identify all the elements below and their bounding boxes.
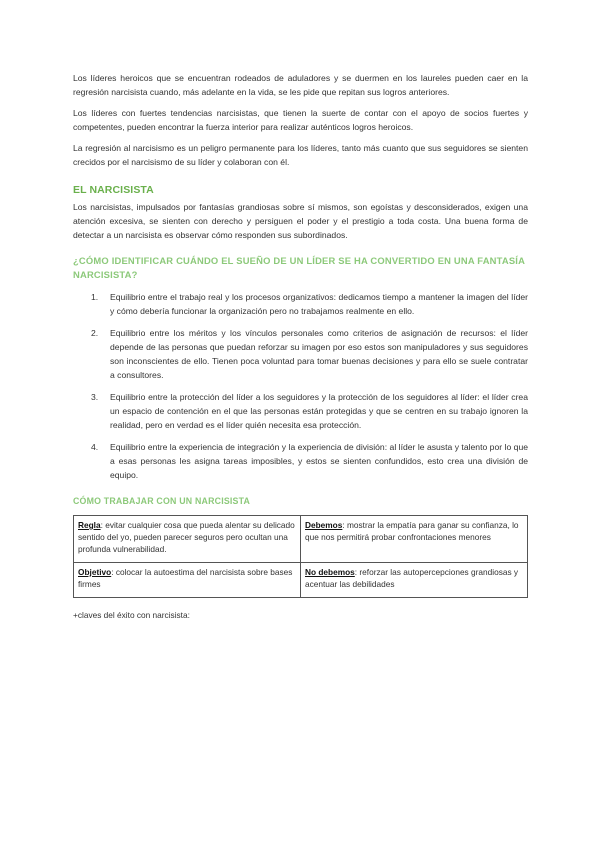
list-item xyxy=(73,290,528,318)
claves-note: +claves del éxito con narcisista: xyxy=(73,610,190,620)
list-item-text: Equilibrio entre la protección del líder a los seguidores y la protección de los seguidores al líder: el líder crea un espacio de contención en el que las personas están protegidas y que se centren en su trabajo ignoren la realidad, pero en verdad es el líder quién necesita esa protección. xyxy=(110,392,528,430)
list-item-text: Equilibrio entre los méritos y los vínculos personales como criterios de asignación de recursos: el líder depende de las personas que puedan reforzar su imagen por eso estos son manipuladores y sus seguidores son inconscientes de ello. Tienen poca voluntad para tomar buenas decisiones y para ello se suele contratar a consultores. xyxy=(110,328,528,380)
no-debemos-text: : reforzar las autopercepciones grandiosas y acentuar las debilidades xyxy=(305,567,519,589)
intro-paragraph-1: Los líderes heroicos que se encuentran rodeados de aduladores y se duermen en los laureles pueden caer en la regresión narcisista cuando, más adelante en la vida, se les pide que repitan sus logros anteriores. xyxy=(73,73,528,97)
list-item xyxy=(73,326,528,382)
table-row xyxy=(74,516,528,563)
list-item xyxy=(73,390,528,432)
page-content xyxy=(73,71,528,621)
list-item-number: 3. xyxy=(91,392,99,402)
objetivo-label: Objetivo xyxy=(78,567,112,577)
regla-text: : evitar cualquier cosa que pueda alentar su delicado sentido del yo, pueden parecer seguros pero ocultan una profunda vulnerabilidad. xyxy=(78,520,295,554)
debemos-text: : mostrar la empatía para ganar su confianza, lo que nos permitirá probar confrontaciones menores xyxy=(305,520,519,542)
section-heading-trabajar: CÓMO TRABAJAR CON UN NARCISISTA xyxy=(73,496,251,506)
list-item-text: Equilibrio entre la experiencia de integración y la experiencia de división: al líder le asusta y talento por lo que a esas personas les asigna tareas imposibles, y estos se sienten confundidos, esto crea una división de equipo. xyxy=(110,442,528,480)
list-item-number: 4. xyxy=(91,442,99,452)
table-cell-objetivo xyxy=(74,563,301,598)
table-row xyxy=(74,563,528,598)
narcisista-paragraph: Los narcisistas, impulsados por fantasías grandiosas sobre sí mismos, son egoístas y desconsiderados, exigen una atención excesiva, se sienten con derecho y persiguen el poder y el prestigio a toda costa. Una buena forma de detectar a un narcisista es observar cómo responden sus subordinados. xyxy=(73,202,528,240)
debemos-label: Debemos xyxy=(305,520,343,530)
table-cell-no-debemos xyxy=(301,563,528,598)
list-item-number: 2. xyxy=(91,328,99,338)
table-cell-regla xyxy=(74,516,301,563)
list-item xyxy=(73,440,528,482)
list-item-number: 1. xyxy=(91,292,99,302)
regla-label: Regla xyxy=(78,520,101,530)
list-item-text: Equilibrio entre el trabajo real y los procesos organizativos: dedicamos tiempo a mantener la imagen del líder y cómo debería funcionar la organización pero no trabajamos realmente en ello. xyxy=(110,292,528,316)
identificar-list xyxy=(73,290,528,482)
narcisista-guidelines-table xyxy=(73,515,528,598)
objetivo-text: : colocar la autoestima del narcisista sobre bases firmes xyxy=(78,567,293,589)
no-debemos-label: No debemos xyxy=(305,567,355,577)
table-cell-debemos xyxy=(301,516,528,563)
intro-paragraph-2: Los líderes con fuertes tendencias narcisistas, que tienen la suerte de contar con el apoyo de socios fuertes y competentes, pueden encontrar la fuerza interior para realizar auténticos logros heroicos. xyxy=(73,108,528,132)
section-heading-narcisista: EL NARCISISTA xyxy=(73,184,154,196)
intro-paragraph-3: La regresión al narcisismo es un peligro permanente para los líderes, tanto más cuanto que sus seguidores se sienten crecidos por el narcisismo de su líder y colaboran con él. xyxy=(73,143,528,167)
section-heading-identificar: ¿CÓMO IDENTIFICAR CUÁNDO EL SUEÑO DE UN LÍDER SE HA CONVERTIDO EN UNA FANTASÍA NARCISISTA? xyxy=(73,255,525,280)
